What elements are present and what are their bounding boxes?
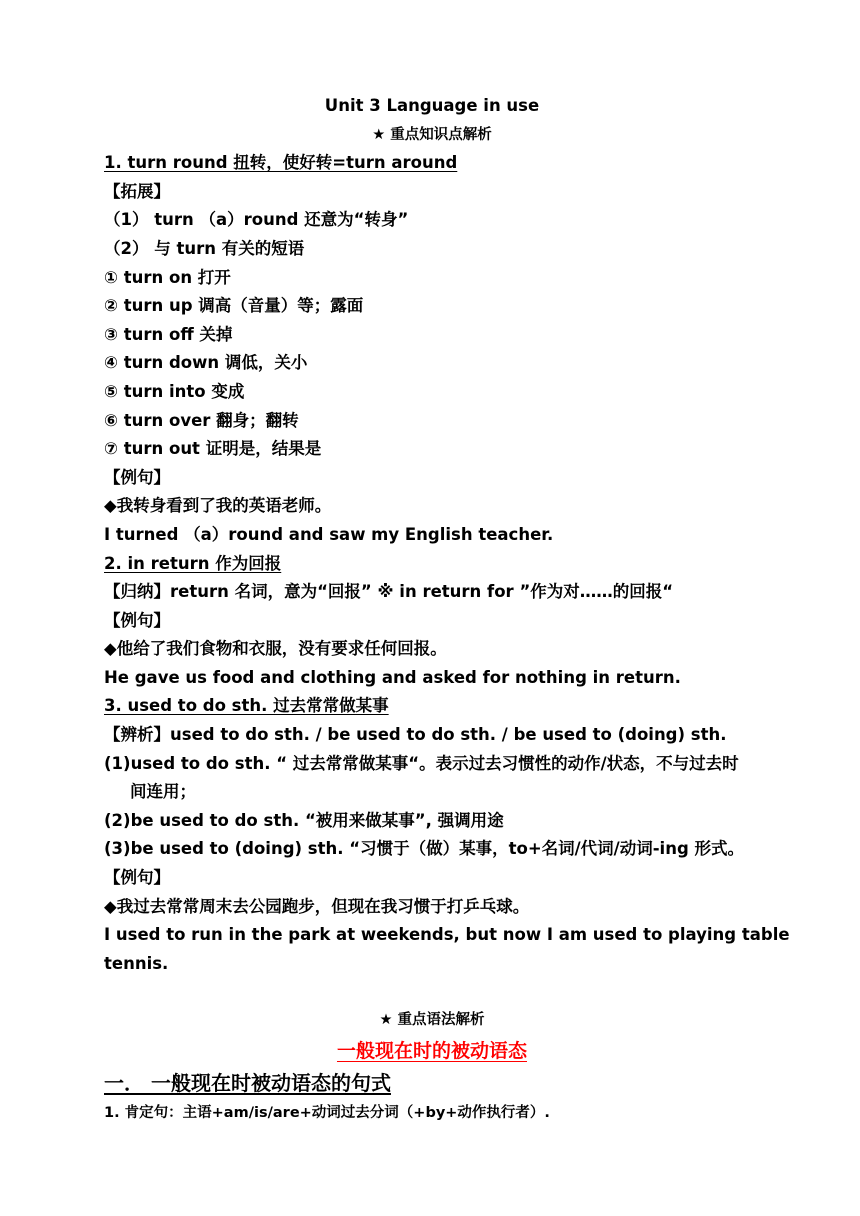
example-english-continued: tennis. [104, 953, 169, 973]
point-1-continuation: 间连用； [130, 782, 196, 802]
phrase-item: ⑦ turn out 证明是，结果是 [104, 439, 322, 459]
document-page [104, 92, 790, 1128]
analysis-text: 【辨析】used to do sth. / be used to do sth. / be used to (doing) sth. [104, 725, 727, 745]
grammar-subheading: 一． 一般现在时被动语态的句式 [104, 1071, 391, 1095]
grammar-title-wrap [104, 1035, 760, 1067]
section-heading-grammar: ★ 重点语法解析 [379, 1012, 485, 1029]
spacer [104, 978, 764, 1006]
example-chinese: ◆我过去常常周末去公园跑步，但现在我习惯于打乒乓球。 [104, 896, 530, 916]
grammar-point-1: 1. 肯定句：主语+am/is/are+动词过去分词（+by+动作执行者）. [104, 1105, 550, 1121]
example-label: 【例句】 [104, 467, 170, 487]
item1-sub2: （2） 与 turn 有关的短语 [104, 238, 305, 258]
phrase-item: ② turn up 调高（音量）等；露面 [104, 296, 364, 316]
example-label: 【例句】 [104, 868, 170, 888]
point-1 [104, 750, 764, 779]
point-text: used to do sth. “ 过去常常做某事“。表示过去习惯性的动作/状态，不与过去时 [130, 753, 739, 773]
example-chinese: ◆他给了我们食物和衣服，没有要求任何回报。 [104, 639, 447, 659]
summary-text: 【归纳】return 名词，意为“回报” ※ in return for ”作为对……的回报“ [104, 582, 674, 602]
section-heading-knowledge: ★ 重点知识点解析 [372, 126, 492, 143]
item1-sub1: （1） turn （a）round 还意为“转身” [104, 210, 409, 230]
page-title: Unit 3 Language in use [324, 96, 540, 115]
item2-heading: 2. in return 作为回报 [104, 553, 282, 573]
expand-label: 【拓展】 [104, 181, 170, 201]
item3-heading: 3. used to do sth. 过去常常做某事 [104, 696, 389, 716]
phrase-item: ⑥ turn over 翻身；翻转 [104, 410, 299, 430]
point-text: be used to (doing) sth. “习惯于（做）某事，to+名词/代词/动词-ing 形式。 [130, 839, 745, 859]
point-2 [104, 807, 764, 836]
example-english: I turned （a）round and saw my English teacher. [104, 524, 554, 544]
phrase-item: ③ turn off 关掉 [104, 324, 233, 344]
point-text: be used to do sth. “被用来做某事”, 强调用途 [130, 810, 504, 830]
item1-heading: 1. turn round 扭转，使好转=turn around [104, 153, 458, 173]
example-chinese: ◆我转身看到了我的英语老师。 [104, 496, 332, 516]
point-number: (3) [104, 839, 131, 859]
phrase-item: ① turn on 打开 [104, 267, 231, 287]
example-english: He gave us food and clothing and asked for nothing in return. [104, 667, 681, 687]
phrase-item: ④ turn down 调低，关小 [104, 353, 308, 373]
point-number: (1) [104, 753, 131, 773]
point-3 [104, 835, 764, 864]
grammar-title: 一般现在时的被动语态 [336, 1040, 527, 1062]
phrase-item: ⑤ turn into 变成 [104, 381, 245, 401]
example-label: 【例句】 [104, 610, 170, 630]
point-number: (2) [104, 810, 131, 830]
example-english: I used to run in the park at weekends, but now I am used to playing table [104, 925, 790, 945]
